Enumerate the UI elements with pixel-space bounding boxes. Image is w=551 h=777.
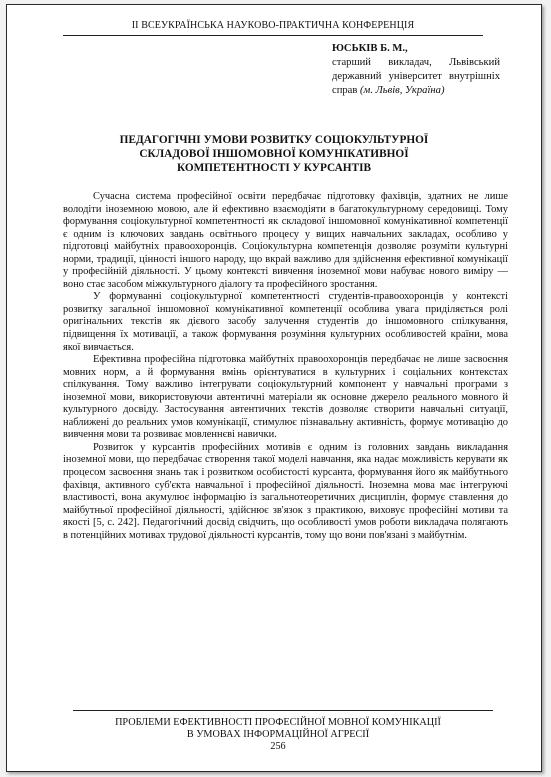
document-page [6, 4, 542, 772]
running-header: ІІ ВСЕУКРАЇНСЬКА НАУКОВО-ПРАКТИЧНА КОНФЕРЕНЦІЯ [131, 20, 415, 31]
body-paragraph-1: Сучасна система професійної освіти передбачає підготовку фахівців, здатних не лише володіти іноземною мовою, але й ефективно взаємодіяти в багатокультурному середовищі. Тому формування соціокультурної компетентності як складової іншомовної комунікативної компетенції є одним із ключових завдань освітнього процесу у вищих навчальних закладах, особливо у підготовці майбутніх правоохоронців. Соціокультурна компетенція дозволяє розуміти культурні норми, традиції, цінності іншого народу, що вкрай важливо для здійснення ефективної комунікації у професійній діяльності. У цьому контексті вивчення іноземної мови набуває нового виміру — воно стає засобом міжкультурного діалогу та професійного зростання. [63, 191, 508, 290]
author-block [332, 42, 500, 98]
header-divider [63, 35, 483, 36]
footer-divider [73, 710, 493, 711]
title-line-3: КОМПЕТЕНТНОСТІ У КУРСАНТІВ [176, 162, 372, 174]
article-title [67, 133, 481, 175]
title-line-1: ПЕДАГОГІЧНІ УМОВИ РОЗВИТКУ СОЦІОКУЛЬТУРНОЇ [119, 134, 429, 146]
author-affiliation: старший викладач, Львівський державний університет внутрішніх справ [332, 57, 500, 96]
page-number: 256 [270, 741, 286, 752]
body-paragraph-4: Розвиток у курсантів професійних мотивів є одним із головних завдань викладання іноземної мови, що передбачає створення такої моделі навчання, яка надає можливість керувати як процесом засвоєння знань так і розвитком особистості курсанта, формування його як майбутнього фахівця, активного суб'єкта навчальної і професійної діяльності. Іноземна мова має інтегруючі властивості, вона акумулює інформацію із загальнотеоретичних дисциплін, формує ставлення до майбутньої професійної діяльності, здійснює зв'язок з практикою, виховує професійні мотиви та якості [5, с. 242]. Педагогічний досвід свідчить, що особливості умов роботи викладача полягають в потенційних мотивах трудової діяльності курсантів, тому що вони пов'язані з майбутнім. [63, 441, 508, 541]
running-footer [63, 717, 493, 741]
body-paragraph-2: У формуванні соціокультурної компетентності студентів-правоохоронців у контексті розвитку загальної іншомовної комунікативної компетенції особлива увага приділяється ролі оригінальних текстів як дієвого засобу залучення студентів до іншомовного спілкування, підвищення їх мотивації, а також формування розуміння культурних особливостей країни, мова якої вивчається. [63, 291, 508, 353]
author-name: ЮСЬКІВ Б. М., [332, 43, 408, 54]
footer-line-1: ПРОБЛЕМИ ЕФЕКТИВНОСТІ ПРОФЕСІЙНОЇ МОВНОЇ КОМУНІКАЦІЇ [115, 717, 441, 728]
title-line-2: СКЛАДОВОЇ ІНШОМОВНОЇ КОМУНІКАТИВНОЇ [139, 148, 409, 160]
author-place: (м. Львів, Україна) [360, 85, 445, 96]
footer-line-2: В УМОВАХ ІНФОРМАЦІЙНОЇ АГРЕСІЇ [186, 729, 370, 740]
body-paragraph-3: Ефективна професійна підготовка майбутніх правоохоронців передбачає не лише засвоєння мовних норм, а й формування вмінь орієнтуватися в культурних і соціальних контекстах спілкування. Тому важливо інтегрувати соціокультурний компонент у навчальні програми з іноземної мови, використовуючи автентичні матеріали як основне джерело реального мовного й культурного досвіду. Застосування автентичних текстів дозволяє створити навчальні ситуації, наближені до реальних умов комунікації, стимулює пізнавальну активність, формує мотивацію до вивчення мови та розвиває мовленнєві навички. [63, 354, 508, 441]
article-body [63, 191, 508, 542]
